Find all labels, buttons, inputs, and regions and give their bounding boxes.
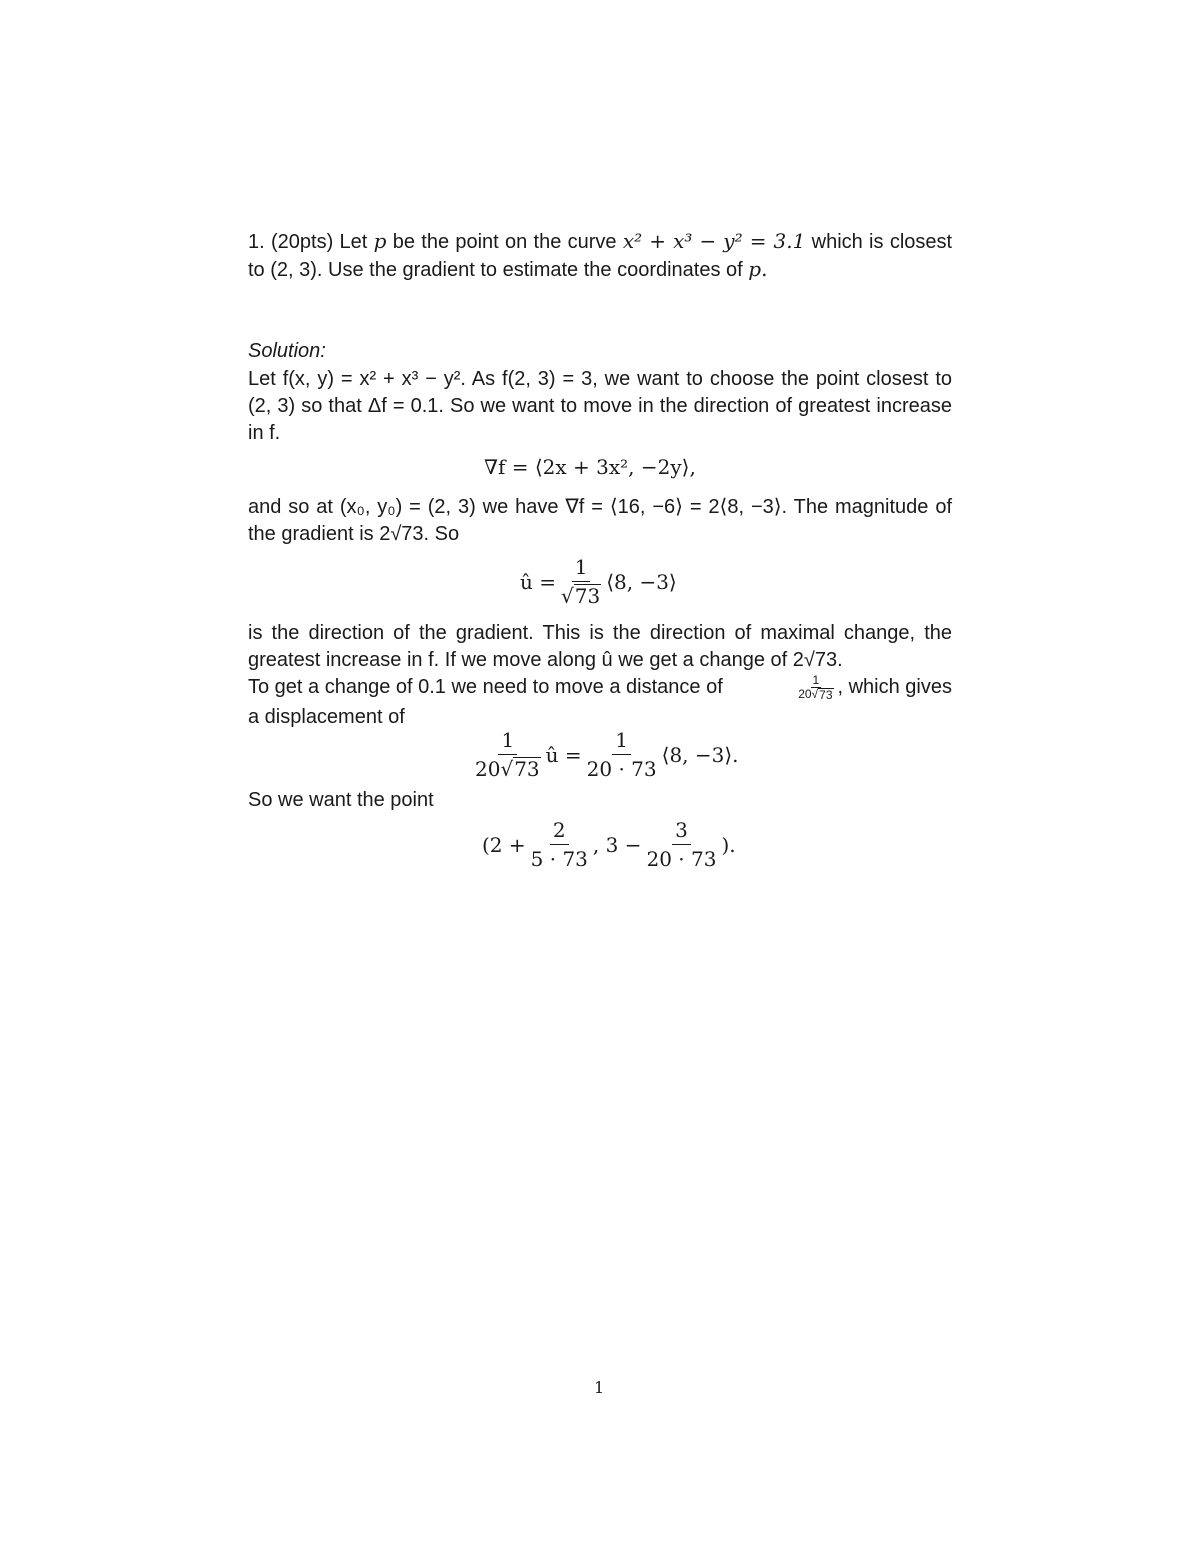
denominator-coefficient: 20 — [798, 687, 812, 701]
fraction-denominator: 20 · 73 — [646, 847, 717, 871]
displacement-rhs: ⟨8, −3⟩. — [661, 742, 739, 767]
problem-text: which is — [811, 231, 884, 253]
variable-p: p. — [748, 257, 768, 281]
fraction-denominator: 5 · 73 — [530, 847, 588, 871]
displacement-intro: a displacement of — [248, 706, 405, 728]
fraction-numerator: 2 — [550, 818, 569, 845]
variable-p: p — [373, 229, 387, 253]
unit-vector-fraction — [558, 555, 604, 608]
distance-fraction — [796, 674, 835, 701]
radicand: 73 — [514, 757, 540, 781]
unit-vector-equation — [520, 555, 677, 608]
problem-text: closest to (2, 3). Use the gradient to estimate the coordinates of — [248, 231, 953, 281]
distance-text-tail: , which gives — [837, 676, 952, 698]
final-point-fraction-1 — [528, 818, 591, 871]
fraction-denominator: 20 · 73 — [586, 757, 657, 781]
final-point-close: ). — [721, 832, 736, 857]
fraction-numerator: 1 — [572, 555, 591, 582]
gradient-expression: ∇f = ⟨2x + 3x², −2y⟩, — [484, 455, 696, 479]
radicand: 73 — [574, 584, 601, 608]
solution-paragraph-3: is the direction of the gradient. This is the direction of maximal change, the greatest increase in f. If we move along û we get a change of 2√73. — [248, 622, 952, 671]
final-point-mid: , 3 − — [592, 832, 642, 857]
displacement-mid: û = — [545, 742, 582, 767]
distance-line — [248, 674, 952, 701]
final-point-fraction-2 — [643, 818, 719, 871]
fraction-denominator — [796, 688, 835, 701]
sqrt-sign-icon: √ — [500, 757, 514, 781]
final-point-equation — [482, 818, 736, 871]
problem-statement — [248, 228, 952, 284]
unit-vector-lhs: û = — [520, 569, 556, 594]
page-number: 1 — [594, 1378, 605, 1397]
problem-text: be the point on the curve — [392, 231, 617, 253]
problem-points: (20pts) — [270, 231, 334, 253]
solution-paragraph-2: and so at (x₀, y₀) = (2, 3) we have ∇f = ⟨16, −6⟩ = 2⟨8, −3⟩. The magnitude of the gradient is 2√73. So — [248, 496, 952, 545]
sqrt-sign-icon: √ — [561, 584, 574, 608]
solution-paragraph-1: Let f(x, y) = x² + x³ − y². As f(2, 3) = 3, we want to choose the point closest to (2, 3) so that Δf = 0.1. So we want to move in the direction of greatest increase in f. — [248, 368, 952, 444]
fraction-numerator: 3 — [672, 818, 691, 845]
solution-heading: Solution: — [248, 340, 326, 362]
problem-text: Let — [339, 231, 368, 253]
problem-number: 1. — [248, 231, 265, 253]
displacement-equation — [470, 728, 739, 781]
curve-equation: x² + x³ − y² = 3.1 — [622, 229, 806, 253]
final-point-open: (2 + — [482, 832, 526, 857]
radicand: 73 — [819, 688, 833, 702]
sqrt-sign-icon: √ — [811, 687, 819, 701]
gradient-equation — [484, 455, 696, 479]
unit-vector-rhs: ⟨8, −3⟩ — [606, 569, 677, 594]
denominator-coefficient: 20 — [475, 757, 501, 781]
fraction-numerator: 1 — [612, 728, 631, 755]
solution-paragraph-4: So we want the point — [248, 789, 434, 811]
fraction-numerator: 1 — [812, 673, 820, 687]
fraction-numerator: 1 — [498, 728, 517, 755]
fraction-denominator — [558, 582, 604, 608]
displacement-fraction-2 — [584, 728, 660, 781]
displacement-fraction-1 — [472, 728, 544, 781]
fraction-denominator — [472, 755, 544, 781]
distance-text: To get a change of 0.1 we need to move a distance of — [248, 676, 723, 698]
